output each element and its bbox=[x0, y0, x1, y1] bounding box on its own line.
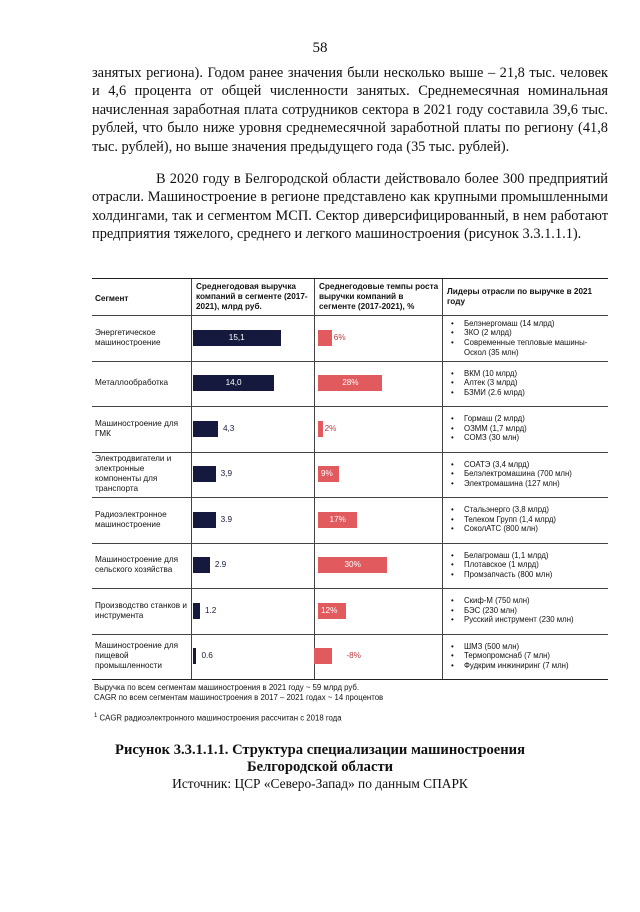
revenue-value-label: 0.6 bbox=[201, 651, 213, 661]
leader-item: • ЗКО (2 млрд) bbox=[448, 328, 606, 338]
footnote bbox=[94, 711, 342, 724]
leader-item: • БЭС (230 млн) bbox=[448, 606, 606, 616]
footnote-text: CAGR радиоэлектронного машиностроения рассчитан с 2018 года bbox=[97, 713, 342, 723]
paragraph-enterprises: В 2020 году в Белгородской области действовало более 300 предприятий отрасли. Машиностроение в регионе представлено как крупными промышленными холдингами, так и сегментом МСП. Сектор диверсифицированный, в нем работают предприятия тяжелого, среднего и легкого машиностроения (рисунок 3.3.1.1.1). bbox=[92, 171, 608, 243]
revenue-bar bbox=[193, 466, 216, 482]
leaders-list bbox=[448, 369, 606, 398]
leader-item: • ОЗММ (1,7 млрд) bbox=[448, 424, 606, 434]
leader-item: • Белэлектромашина (700 млн) bbox=[448, 469, 606, 479]
cagr-value-label: 12% bbox=[321, 605, 338, 615]
header-revenue: Среднегодовая выручка компаний в сегменте (2017-2021), млрд руб. bbox=[196, 282, 308, 311]
revenue-value-label: 4,3 bbox=[222, 423, 235, 433]
leader-item: • СОМЗ (30 млн) bbox=[448, 433, 606, 443]
cagr-value-label: 2% bbox=[324, 423, 337, 433]
segment-label: Энергетическое машиностроение bbox=[95, 327, 161, 347]
cagr-value-label: 9% bbox=[321, 469, 333, 479]
revenue-value-label: 2.9 bbox=[214, 560, 227, 570]
segment-label: Металлообработка bbox=[95, 378, 169, 388]
revenue-value-label: 15,1 bbox=[228, 332, 245, 342]
figure-source: Источник: ЦСР «Северо-Запад» по данным СПАРК bbox=[172, 776, 468, 791]
leaders-list bbox=[448, 551, 606, 580]
revenue-bar bbox=[193, 603, 200, 619]
revenue-value-label: 14,0 bbox=[225, 378, 242, 388]
leader-item: • БЗМИ (2.6 млрд) bbox=[448, 388, 606, 398]
revenue-bar bbox=[193, 648, 196, 664]
leader-item: • Современные тепловые машины-Оскол (35 млн) bbox=[448, 338, 606, 357]
segment-label: Электродвигатели и электронные компоненты для транспорта bbox=[95, 454, 172, 494]
note-total-revenue: Выручка по всем сегментам машиностроения в 2021 году ~ 59 млрд руб. bbox=[94, 683, 360, 692]
leaders-list bbox=[448, 460, 606, 489]
cagr-bar bbox=[318, 421, 323, 437]
leader-item: • Русский инструмент (230 млн) bbox=[448, 615, 606, 625]
segment-label: Машиностроение для ГМК bbox=[95, 418, 179, 438]
leaders-list bbox=[448, 596, 606, 625]
page-number: 58 bbox=[312, 40, 328, 56]
cagr-value-label: 30% bbox=[344, 560, 361, 570]
figure-caption-line1: Рисунок 3.3.1.1.1. Структура специализации машиностроения bbox=[115, 742, 525, 758]
leader-item: • Белагромаш (1,1 млрд) bbox=[448, 551, 606, 561]
paragraph-employment: занятых региона). Годом ранее значения были несколько выше – 21,8 тыс. человек и 4,6 процента от общей численности занятых. Среднемесячная номинальная начисленная заработная плата сотрудников сектора в 2021 году составила 39,6 тыс. рублей, что было ниже уровня среднемесячной заработной платы по региону (41,8 тыс. рублей), но выше значения предыдущего года (35 тыс. рублей). bbox=[92, 65, 608, 155]
note-total-cagr: CAGR по всем сегментам машиностроения в 2017 – 2021 годах ~ 14 процентов bbox=[94, 693, 384, 702]
leader-item: • Телеком Групп (1,4 млрд) bbox=[448, 515, 606, 525]
segment-label: Машиностроение для пищевой промышленности bbox=[95, 641, 179, 671]
revenue-value-label: 3.9 bbox=[220, 514, 232, 524]
segment-label: Машиностроение для сельского хозяйства bbox=[95, 555, 179, 575]
revenue-value-label: 3,9 bbox=[220, 469, 232, 479]
cagr-bar bbox=[314, 648, 332, 664]
cagr-value-label: -8% bbox=[346, 651, 361, 661]
figure-caption-line2: Белгородской области bbox=[246, 759, 394, 775]
specialization-table bbox=[92, 278, 608, 680]
footnote-mark: 1 bbox=[94, 713, 98, 719]
segment-label: Производство станков и инструмента bbox=[95, 600, 187, 620]
leader-item: • Скиф-М (750 млн) bbox=[448, 596, 606, 606]
leader-item: • Электромашина (127 млн) bbox=[448, 479, 606, 489]
cagr-bar bbox=[318, 330, 332, 346]
revenue-bar bbox=[193, 557, 210, 573]
cagr-value-label: 6% bbox=[333, 332, 346, 342]
cagr-value-label: 28% bbox=[342, 378, 359, 388]
leader-item: • Плотавское (1 млрд) bbox=[448, 560, 606, 570]
header-cagr: Среднегодовые темпы роста выручки компаний в сегменте (2017-2021), % bbox=[319, 282, 439, 311]
leader-item: • СоколАТС (800 млн) bbox=[448, 524, 606, 534]
header-leaders: Лидеры отрасли по выручке в 2021 году bbox=[447, 287, 593, 306]
leader-item: • Термопромснаб (7 млн) bbox=[448, 651, 606, 661]
leaders-list bbox=[448, 414, 606, 443]
revenue-bar bbox=[193, 421, 218, 437]
revenue-value-label: 1.2 bbox=[204, 605, 217, 615]
leader-item: • Гормаш (2 млрд) bbox=[448, 414, 606, 424]
leader-item: • Фудкрим инжиниринг (7 млн) bbox=[448, 661, 606, 671]
leaders-list bbox=[448, 505, 606, 534]
leader-item: • Промзапчасть (800 млн) bbox=[448, 570, 606, 580]
leaders-list bbox=[448, 642, 606, 671]
leader-item: • СОАТЭ (3,4 млрд) bbox=[448, 460, 606, 470]
header-segment: Сегмент bbox=[95, 294, 129, 303]
leader-item: • ВКМ (10 млрд) bbox=[448, 369, 606, 379]
leader-item: • Стальэнерго (3,8 млрд) bbox=[448, 505, 606, 515]
leaders-list bbox=[448, 319, 606, 357]
leader-item: • Белэнергомаш (14 млрд) bbox=[448, 319, 606, 329]
leader-item: • Алтек (3 млрд) bbox=[448, 378, 606, 388]
cagr-value-label: 17% bbox=[329, 514, 346, 524]
segment-label: Радиоэлектронное машиностроение bbox=[95, 509, 167, 529]
revenue-bar bbox=[193, 512, 216, 528]
leader-item: • ШМЗ (500 млн) bbox=[448, 642, 606, 652]
